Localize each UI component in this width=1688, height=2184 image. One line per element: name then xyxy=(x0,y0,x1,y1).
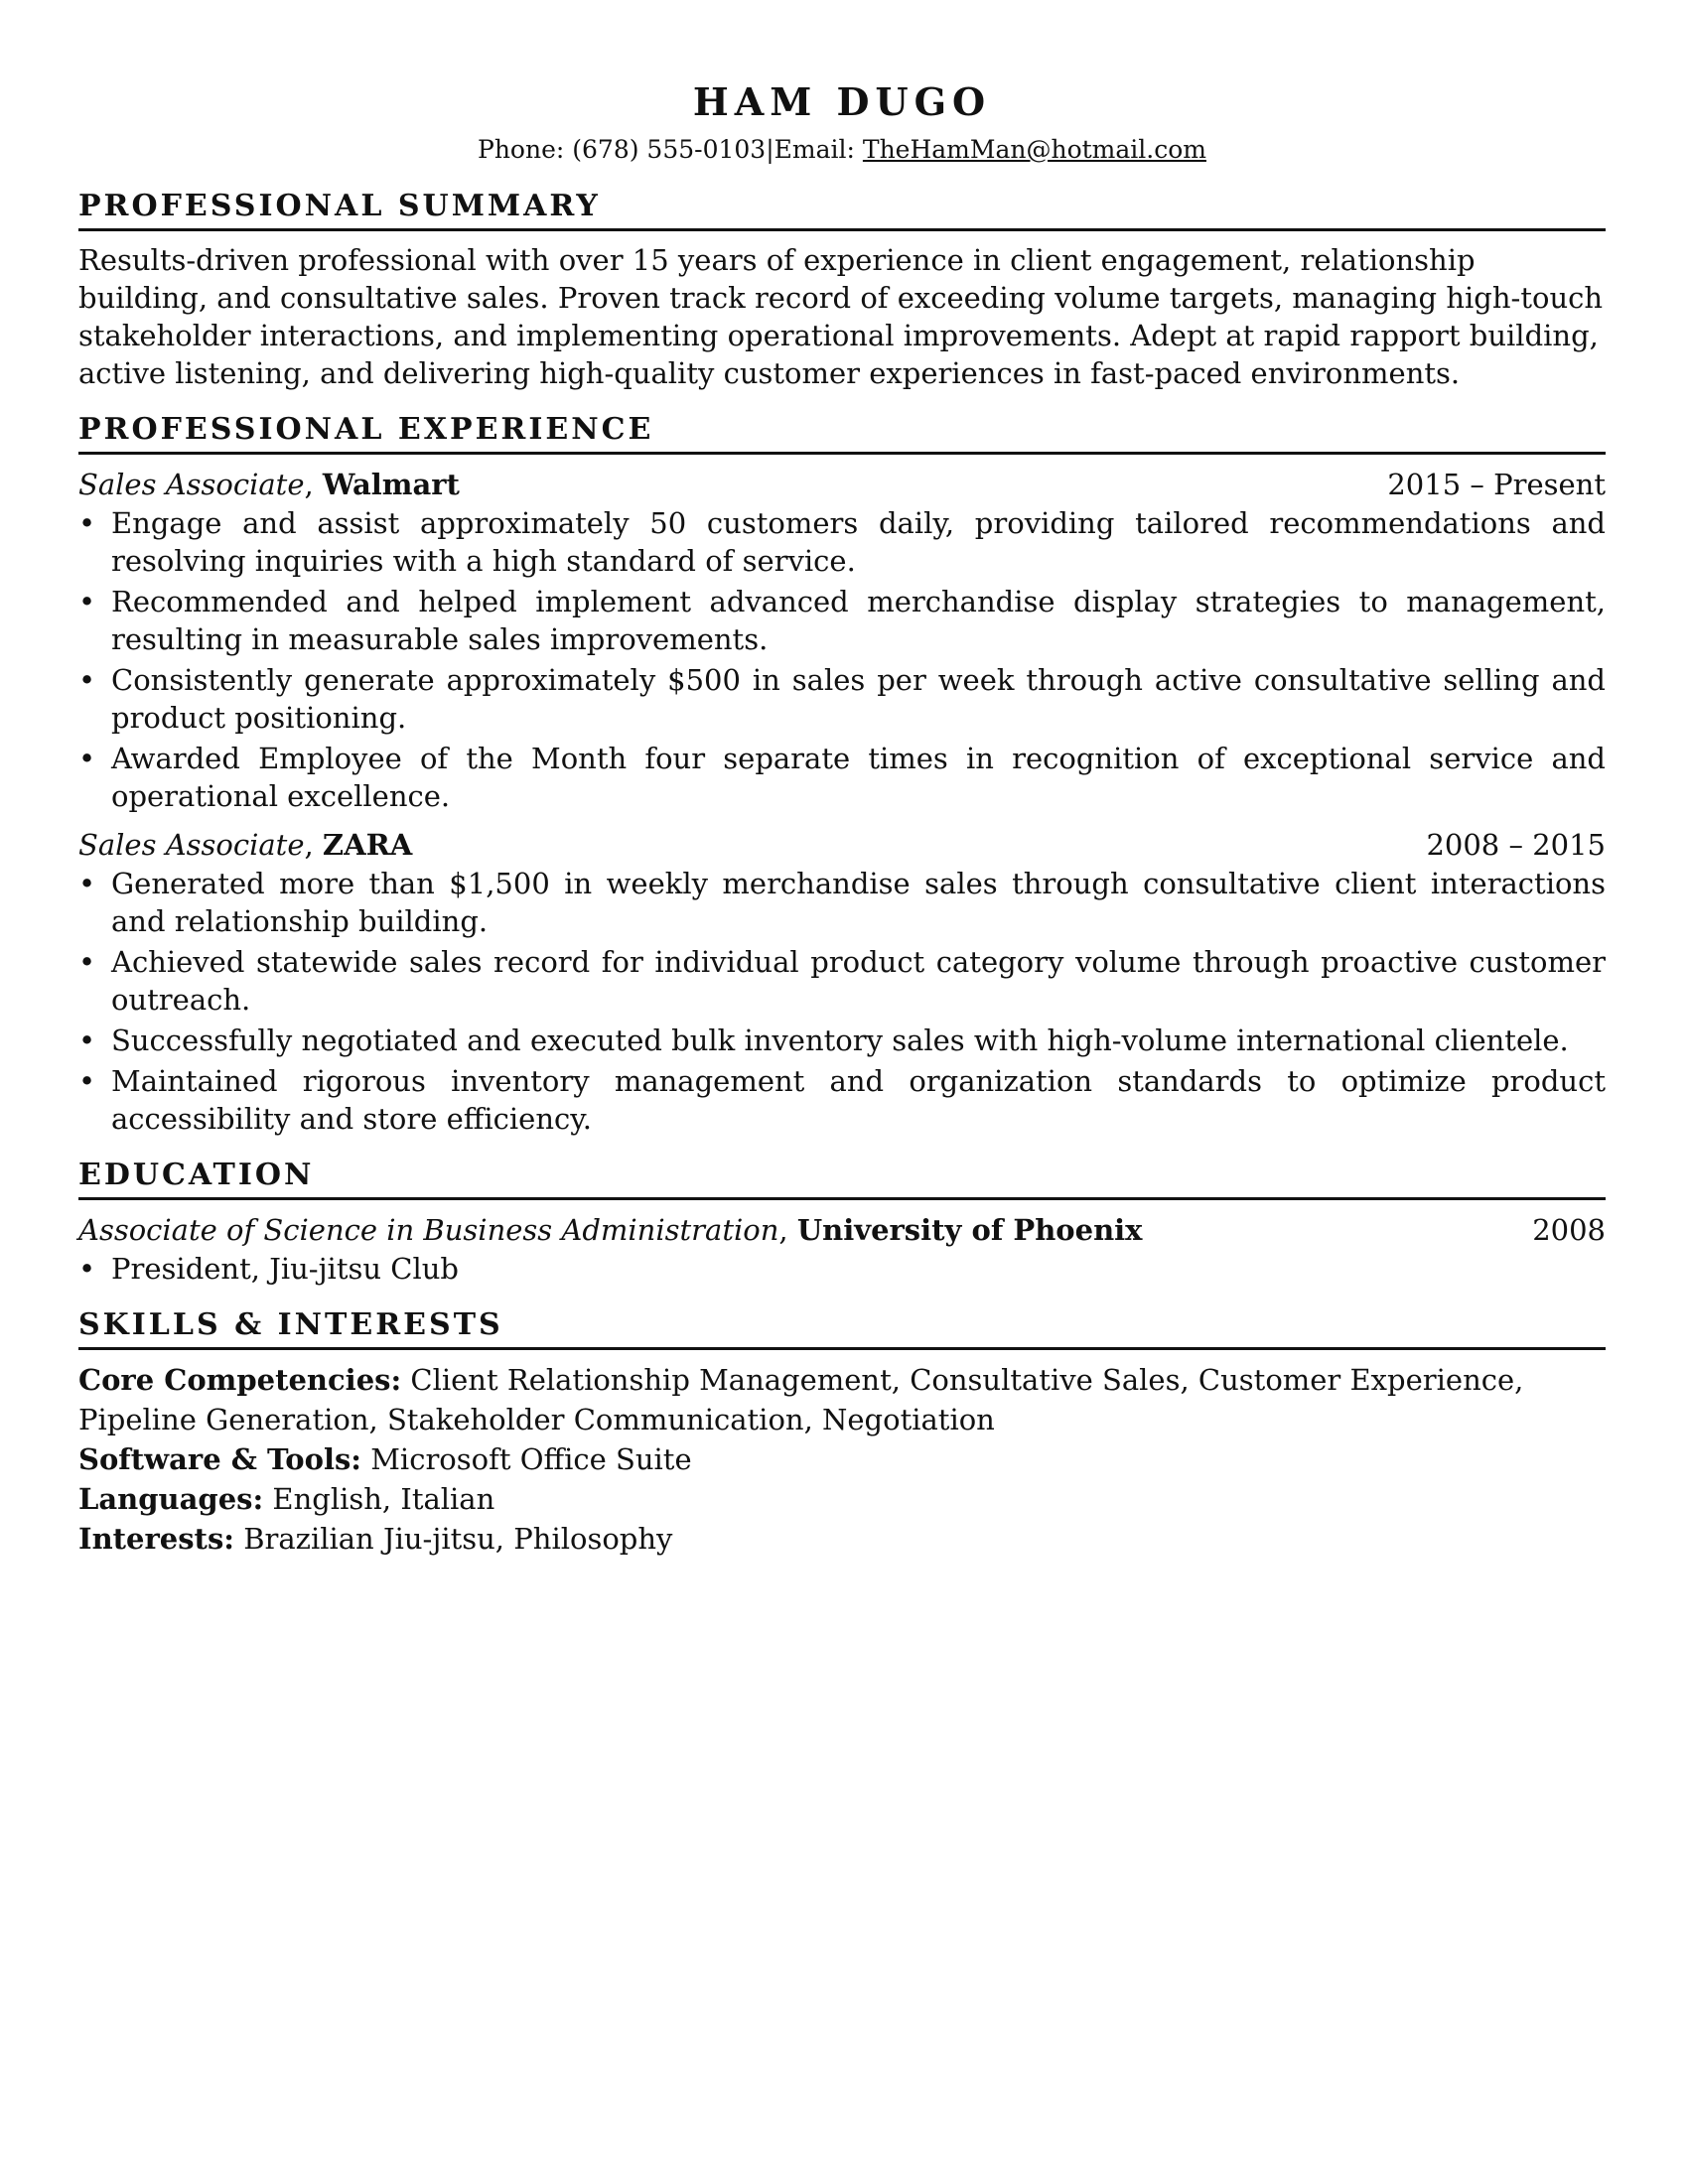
job-dates: 2008 – 2015 xyxy=(1426,828,1606,862)
skill-label: Interests: xyxy=(78,1522,234,1556)
job-company: ZARA xyxy=(322,828,413,862)
degree-sep: , xyxy=(778,1213,797,1247)
skill-line-interests xyxy=(78,1519,1606,1559)
contact-separator: | xyxy=(766,135,774,164)
skills-list xyxy=(78,1360,1606,1559)
job-company: Walmart xyxy=(322,468,460,501)
list-item xyxy=(78,1062,1606,1138)
degree-line xyxy=(78,1210,1142,1250)
bullet-text: Generated more than $1,500 in weekly merchandise sales through consultative client interactions and relationship building. xyxy=(111,867,1606,938)
job-entry-walmart xyxy=(78,465,1606,815)
skills-heading: SKILLS & INTERESTS xyxy=(78,1305,1606,1350)
bullet-icon: • xyxy=(78,867,96,900)
skill-value: Microsoft Office Suite xyxy=(361,1442,692,1476)
bullet-text: Recommended and helped implement advanced merchandise display strategies to management, resulting in measurable sales improvements. xyxy=(111,585,1606,656)
education-section xyxy=(78,1156,1606,1288)
summary-heading: PROFESSIONAL SUMMARY xyxy=(78,187,1606,231)
bullet-icon: • xyxy=(78,585,96,618)
job-header xyxy=(78,465,1606,504)
list-item xyxy=(78,943,1606,1019)
bullet-text: Awarded Employee of the Month four separate times in recognition of exceptional service and operational excellence. xyxy=(111,742,1606,813)
job-bullets xyxy=(78,504,1606,815)
skill-label: Core Competencies: xyxy=(78,1363,402,1397)
job-title-line xyxy=(78,465,460,504)
email-link[interactable]: TheHamMan@hotmail.com xyxy=(862,135,1206,164)
list-item xyxy=(78,1022,1606,1059)
phone-number: (678) 555-0103 xyxy=(572,135,767,164)
bullet-text: Consistently generate approximately $500 in sales per week through active consultative selling and product positioning. xyxy=(111,663,1606,735)
skill-line-software xyxy=(78,1439,1606,1479)
bullet-text: Successfully negotiated and executed bulk inventory sales with high-volume international clientele. xyxy=(111,1024,1569,1057)
phone-label: Phone: xyxy=(478,135,573,164)
list-item xyxy=(78,583,1606,658)
bullet-icon: • xyxy=(78,1024,96,1057)
skill-value: English, Italian xyxy=(263,1482,495,1516)
graduation-year: 2008 xyxy=(1532,1213,1606,1247)
skill-line-languages xyxy=(78,1479,1606,1519)
list-item xyxy=(78,661,1606,737)
education-heading: EDUCATION xyxy=(78,1156,1606,1200)
job-sep: , xyxy=(304,828,323,862)
degree: Associate of Science in Business Administration xyxy=(78,1213,779,1247)
job-role: Sales Associate xyxy=(78,828,305,862)
bullet-text: Achieved statewide sales record for individual product category volume through proactive customer outreach. xyxy=(111,945,1606,1017)
job-role: Sales Associate xyxy=(78,468,305,501)
bullet-icon: • xyxy=(78,1064,96,1098)
bullet-text: Maintained rigorous inventory management and organization standards to optimize product accessibility and store efficiency. xyxy=(111,1064,1606,1136)
job-header xyxy=(78,825,1606,865)
job-sep: , xyxy=(304,468,323,501)
bullet-icon: • xyxy=(78,945,96,979)
resume-header xyxy=(78,75,1606,167)
bullet-icon: • xyxy=(78,663,96,697)
bullet-icon: • xyxy=(78,506,96,540)
summary-section xyxy=(78,187,1606,392)
skill-line-core xyxy=(78,1360,1606,1439)
bullet-icon: • xyxy=(78,742,96,775)
education-header xyxy=(78,1210,1606,1250)
school: University of Phoenix xyxy=(796,1213,1143,1247)
list-item xyxy=(78,504,1606,580)
email-label: Email: xyxy=(774,135,863,164)
candidate-name: HAM DUGO xyxy=(692,79,992,124)
contact-line xyxy=(78,133,1606,167)
list-item xyxy=(78,740,1606,815)
list-item xyxy=(78,865,1606,940)
job-bullets xyxy=(78,865,1606,1138)
summary-text: Results-driven professional with over 15 years of experience in client engagement, relationship building, and consultative sales. Proven track record of exceeding volume targets, managing high-touch stakeholder interactions, and implementing operational improvements. Adept at rapid rapport building, active listening, and delivering high-quality customer experiences in fast-paced environments. xyxy=(78,243,1604,390)
skill-value: Client Relationship Management, Consultative Sales, Customer Experience, Pipeline Generation, Stakeholder Communication, Negotiation xyxy=(78,1363,1524,1436)
skills-section xyxy=(78,1305,1606,1559)
bullet-text: Engage and assist approximately 50 customers daily, providing tailored recommendations and resolving inquiries with a high standard of service. xyxy=(111,506,1606,578)
skill-label: Languages: xyxy=(78,1482,264,1516)
resume-page xyxy=(78,75,1606,1559)
job-dates: 2015 – Present xyxy=(1387,468,1606,501)
job-entry-zara xyxy=(78,825,1606,1138)
list-item xyxy=(78,1250,1606,1288)
job-title-line xyxy=(78,825,412,865)
bullet-text: President, Jiu-jitsu Club xyxy=(111,1252,459,1286)
education-bullets xyxy=(78,1250,1606,1288)
experience-heading: PROFESSIONAL EXPERIENCE xyxy=(78,410,1606,455)
skill-value: Brazilian Jiu-jitsu, Philosophy xyxy=(233,1522,673,1556)
bullet-icon: • xyxy=(78,1252,96,1286)
skill-label: Software & Tools: xyxy=(78,1442,362,1476)
experience-section xyxy=(78,410,1606,1138)
